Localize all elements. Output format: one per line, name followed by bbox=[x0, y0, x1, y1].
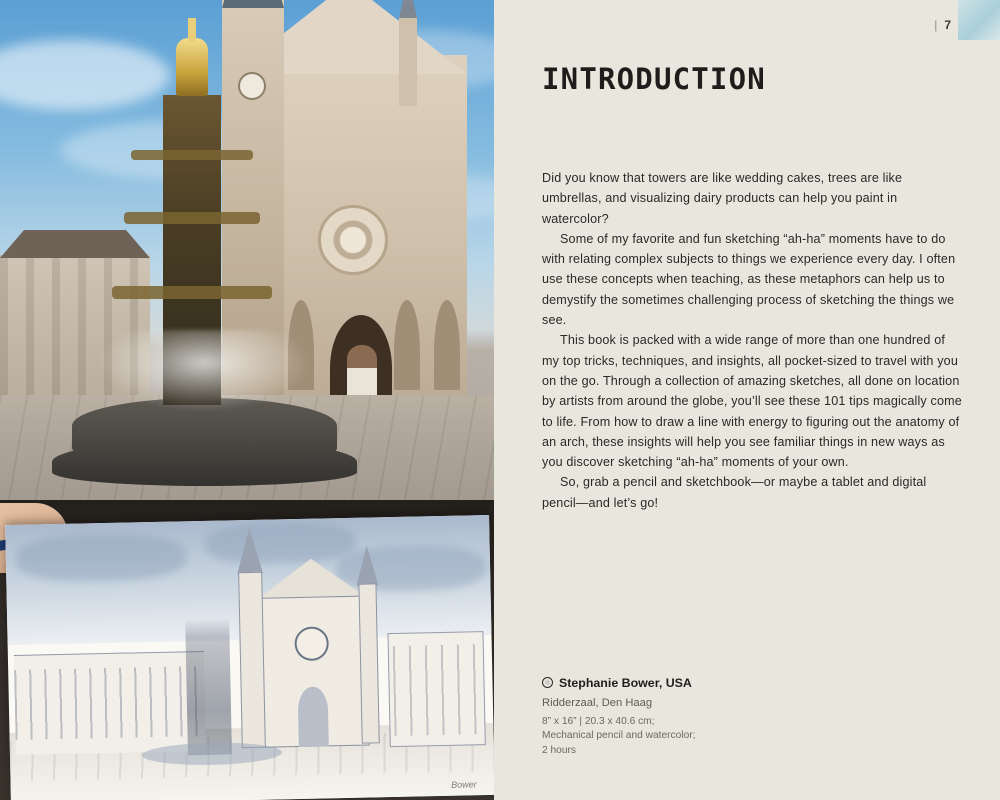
sketch-corner-turret bbox=[358, 583, 379, 743]
fountain-tier bbox=[131, 150, 253, 160]
caption-artwork-title: Ridderzaal, Den Haag bbox=[542, 696, 653, 709]
paragraph: Did you know that towers are like wedding cakes, trees are like umbrellas, and visualizing dairy products can help you paint in watercolor? bbox=[542, 171, 903, 226]
introduction-body bbox=[542, 168, 962, 513]
photo-plaza-fountain bbox=[0, 0, 494, 530]
sketch-cloud-wash bbox=[15, 533, 186, 583]
cloud-shape bbox=[0, 40, 170, 110]
background-building-roof bbox=[0, 230, 150, 258]
sketch-right-building bbox=[387, 631, 485, 747]
page-folio bbox=[934, 18, 952, 32]
fountain-finial bbox=[188, 18, 196, 42]
camera-icon bbox=[542, 677, 553, 688]
sketch-gable bbox=[256, 558, 367, 600]
caption-meta-line: 8” x 16” | 20.3 x 40.6 cm; bbox=[542, 715, 655, 727]
caption-artist-line bbox=[542, 676, 962, 690]
fountain-gold-canopy bbox=[176, 38, 208, 96]
right-page-text bbox=[494, 0, 1000, 800]
sketch-turret-spire bbox=[356, 545, 379, 585]
photo-sketchbook-in-hand bbox=[0, 500, 494, 800]
folio-separator: | bbox=[934, 18, 939, 32]
sketchbook-page bbox=[5, 515, 494, 800]
caption-meta-line: Mechanical pencil and watercolor; bbox=[542, 730, 696, 741]
caption-meta-line: 2 hours bbox=[542, 744, 576, 756]
fountain-water-spray bbox=[96, 330, 311, 412]
page-title: INTRODUCTION bbox=[542, 62, 766, 96]
caption-metadata bbox=[542, 715, 962, 759]
fountain-tier bbox=[112, 286, 272, 299]
paragraph: So, grab a pencil and sketchbook—or maybe a tablet and digital pencil—and let’s go! bbox=[542, 475, 927, 510]
clock-tower-spire bbox=[222, 0, 284, 8]
corner-turret-spire bbox=[399, 0, 417, 18]
artwork-caption bbox=[542, 676, 962, 759]
tower-clock-face bbox=[238, 72, 266, 100]
fountain-tier bbox=[124, 212, 260, 224]
corner-color-block bbox=[958, 0, 1000, 40]
sketch-signature: Bower bbox=[451, 779, 477, 790]
left-page-photos bbox=[0, 0, 494, 800]
rose-window bbox=[318, 205, 388, 275]
paragraph: This book is packed with a wide range of more than one hundred of my top tricks, techniques, and insights, all pocket-sized to travel with you on the go. Through a collection of amazing sketches, all done on location by artists from around the globe, you’ll see these 101 tips magically come to life. From how to draw a line with energy to figuring out the anatomy of an arch, these insights will help you see familiar things in new ways as you discover sketching “ah-ha” moments of your own. bbox=[542, 333, 962, 470]
sketch-clock-tower bbox=[238, 572, 266, 748]
paragraph: Some of my favorite and fun sketching “ah-ha” moments have to do with relating complex subjects to things we experience every day. I often use these concepts when teaching, as these metaphors can help us to demystify the sometimes challenging process of sketching the things we see. bbox=[542, 231, 956, 328]
sketch-entrance-portal bbox=[298, 686, 329, 747]
corner-turret bbox=[399, 16, 417, 106]
folio-number: 7 bbox=[944, 18, 952, 32]
caption-artist-name: Stephanie Bower, USA bbox=[559, 675, 692, 690]
sketch-fountain bbox=[185, 606, 232, 755]
sketch-left-buildings bbox=[14, 651, 206, 755]
sketch-tower-spire bbox=[236, 528, 263, 575]
